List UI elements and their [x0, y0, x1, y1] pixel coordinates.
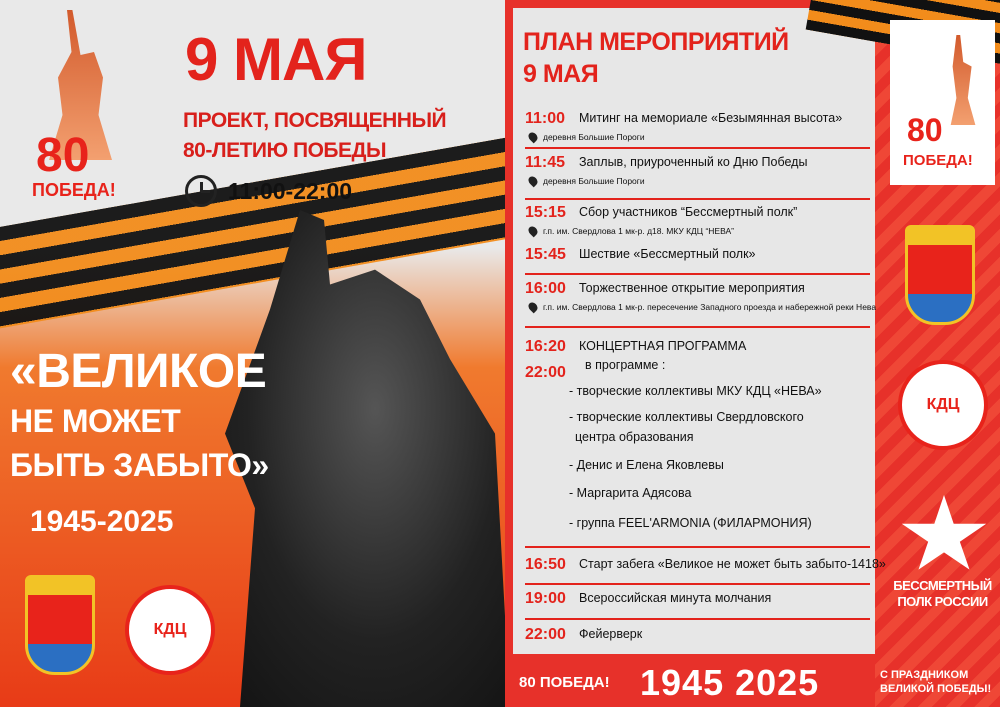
quote-line2: НЕ МОЖЕТ	[10, 403, 181, 439]
congrats-line1: С ПРАЗДНИКОМ	[880, 669, 969, 681]
divider	[525, 273, 870, 275]
event-row	[525, 556, 886, 580]
event-time: 16:50	[525, 556, 566, 573]
event-time: 11:00	[525, 110, 566, 127]
footer-congrats	[880, 668, 991, 696]
event-location: г.п. им. Свердлова 1 мк-р. д18. МКУ КДЦ “НЕВА”	[543, 226, 734, 236]
concert-time-end: 22:00	[525, 364, 566, 381]
event-plan	[513, 8, 886, 654]
subtitle-line1: ПРОЕКТ, ПОСВЯЩЕННЫЙ	[183, 109, 447, 132]
event-desc: Старт забега «Великое не может быть забыто-1418»	[579, 557, 886, 571]
immortal-line2: ПОЛК РОССИИ	[897, 594, 988, 609]
concert-item: - творческие коллективы МКУ КДЦ «НЕВА»	[569, 384, 822, 398]
location-pin-icon	[527, 225, 540, 238]
location-pin-icon	[527, 131, 540, 144]
plan-title	[523, 26, 789, 90]
location-pin-icon	[527, 301, 540, 314]
right-panel	[505, 0, 1000, 707]
plan-title-line2: 9 МАЯ	[523, 60, 599, 88]
concert-item: центра образования	[575, 430, 694, 444]
event-row	[525, 110, 870, 144]
kdc-logo-icon: КДЦ	[898, 360, 988, 450]
event-location: г.п. им. Свердлова 1 мк-р. пересечение Западного проезда и набережной реки Нева	[543, 302, 877, 312]
location-pin-icon	[527, 175, 540, 188]
city-crest-icon	[25, 575, 95, 675]
concert-block	[525, 338, 870, 538]
badge-80: 80	[36, 129, 90, 182]
city-crest-icon	[905, 225, 975, 325]
event-location: деревня Большие Пороги	[543, 132, 645, 142]
event-hours: 11:00-22:00	[228, 178, 353, 204]
divider	[525, 546, 870, 548]
divider	[525, 618, 870, 620]
concert-item: - творческие коллективы Свердловского	[569, 410, 804, 424]
event-desc: Сбор участников “Бессмертный полк”	[579, 205, 798, 219]
event-row	[525, 154, 870, 188]
event-row	[525, 590, 870, 614]
concert-item: - группа FEEL'ARMONIA (ФИЛАРМОНИЯ)	[569, 516, 812, 530]
event-row	[525, 626, 870, 650]
event-desc: Заплыв, приуроченный ко Дню Победы	[579, 155, 808, 169]
kdc-logo-icon: КДЦ	[125, 585, 215, 675]
event-time: 16:00	[525, 280, 566, 297]
years-label: 1945-2025	[30, 505, 174, 538]
concert-item: - Маргарита Адясова	[569, 486, 692, 500]
plan-title-line1: ПЛАН МЕРОПРИЯТИЙ	[523, 28, 789, 56]
concert-intro: в программе :	[585, 358, 666, 372]
quote	[10, 345, 269, 487]
event-desc: Торжественное открытие мероприятия	[579, 281, 805, 295]
concert-time-start: 16:20	[525, 338, 566, 355]
immortal-line1: БЕССМЕРТНЫЙ	[893, 578, 992, 593]
event-row	[525, 204, 870, 238]
immortal-regiment-label	[885, 578, 1000, 610]
event-time: 15:15	[525, 204, 566, 221]
event-location: деревня Большие Пороги	[543, 176, 645, 186]
footer-years: 1945 2025	[640, 662, 820, 703]
event-desc: Фейерверк	[579, 627, 643, 641]
event-time: 22:00	[525, 626, 566, 643]
event-desc: Митинг на мемориале «Безымянная высота»	[579, 111, 843, 125]
divider	[525, 198, 870, 200]
side-badge-80: 80	[907, 112, 943, 148]
page-title: 9 МАЯ	[185, 26, 367, 93]
event-time: 11:45	[525, 154, 566, 171]
divider	[525, 583, 870, 585]
event-time: 19:00	[525, 590, 566, 607]
badge-pobeda: ПОБЕДА!	[32, 180, 116, 200]
congrats-line2: ВЕЛИКОЙ ПОБЕДЫ!	[880, 683, 992, 695]
concert-item: - Денис и Елена Яковлевы	[569, 458, 724, 472]
side-badge-pobeda: ПОБЕДА!	[903, 152, 973, 169]
event-time: 15:45	[525, 246, 566, 263]
footer-badge: 80 ПОБЕДА!	[519, 674, 610, 691]
quote-line1: «ВЕЛИКОЕ	[10, 345, 267, 398]
divider	[525, 326, 870, 328]
quote-line3: БЫТЬ ЗАБЫТО»	[10, 447, 269, 483]
clock-icon	[185, 175, 217, 207]
subtitle	[183, 106, 446, 166]
divider	[525, 147, 870, 149]
event-row	[525, 280, 877, 314]
event-desc: Всероссийская минута молчания	[579, 591, 772, 605]
concert-title: КОНЦЕРТНАЯ ПРОГРАММА	[579, 339, 747, 353]
event-row	[525, 246, 870, 270]
event-desc: Шествие «Бессмертный полк»	[579, 247, 756, 261]
subtitle-line2: 80-ЛЕТИЮ ПОБЕДЫ	[183, 139, 387, 162]
